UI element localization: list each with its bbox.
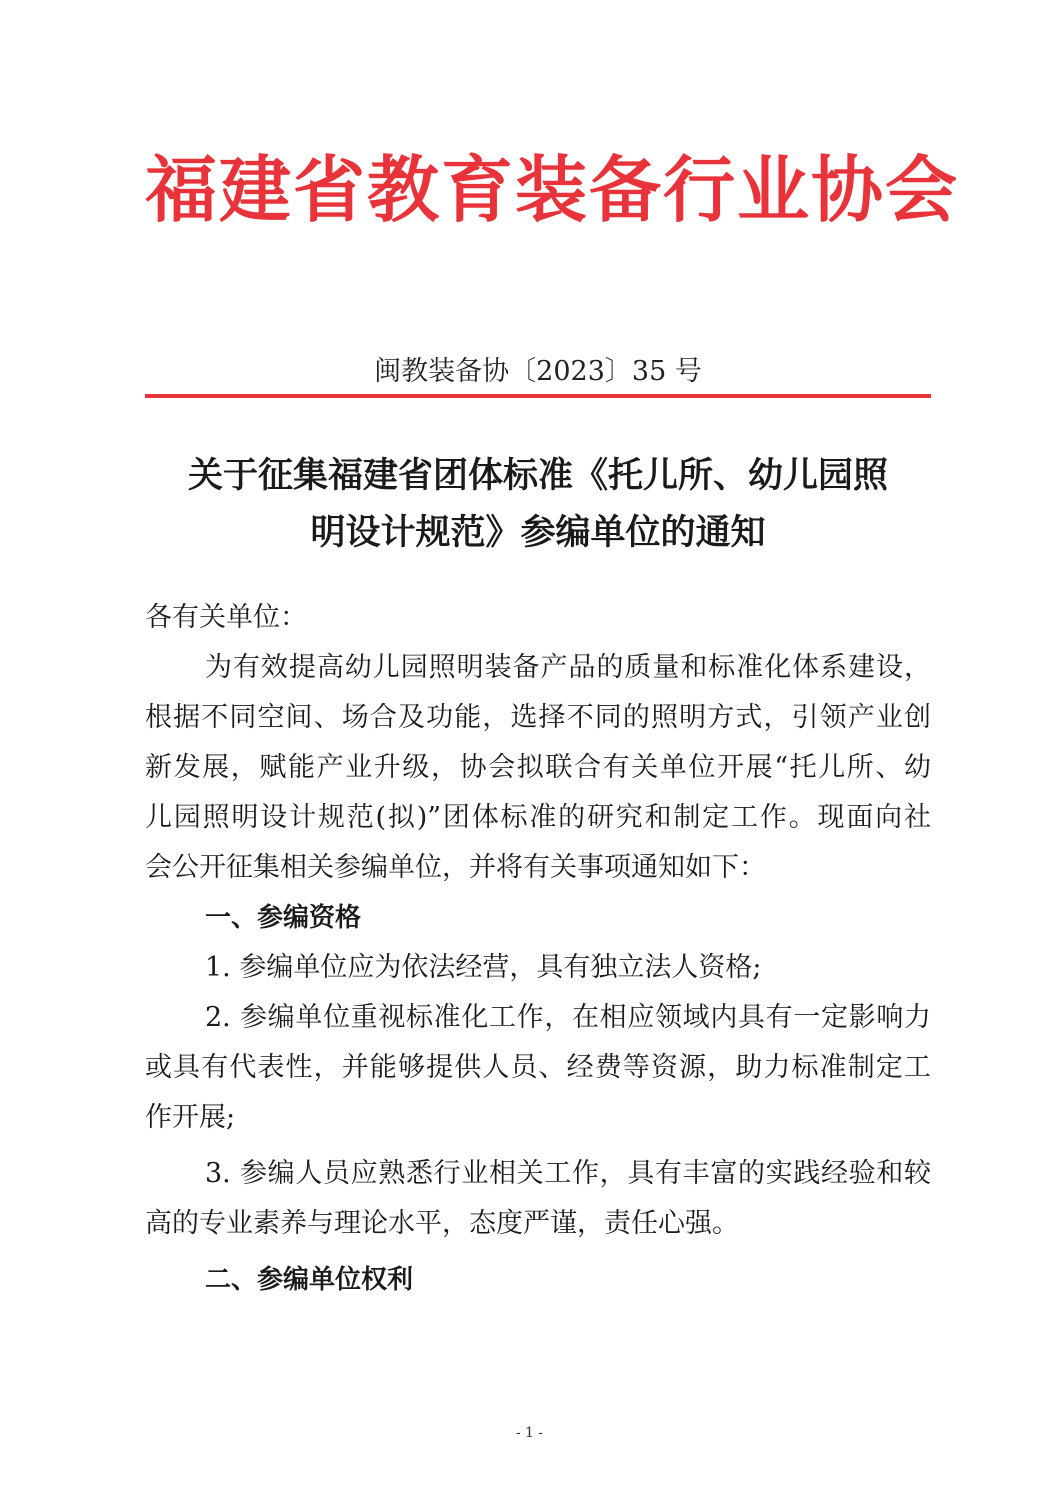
section-heading-rights: 二、参编单位权利 [205,1265,414,1295]
qualification-item-2-line: 2. 参编单位重视标准化工作，在相应领域内具有一定影响力 [205,1002,931,1033]
page-number: - 1 - [515,1425,544,1441]
intro-line: 新发展，赋能产业升级，协会拟联合有关单位开展“托儿所、幼 [145,752,931,783]
red-divider-line [145,394,931,398]
qualification-item-1: 1. 参编单位应为依法经营，具有独立法人资格; [205,952,762,983]
qualification-item-3-line: 3. 参编人员应熟悉行业相关工作，具有丰富的实践经验和较 [205,1158,931,1189]
document-number: 闽教装备协〔2023〕35 号 [374,356,702,387]
document-title-line-2: 明设计规范》参编单位的通知 [310,513,766,553]
intro-line: 儿园照明设计规范(拟)”团体标准的研究和制定工作。现面向社 [145,802,931,833]
document-body [145,593,931,1305]
qualification-item-3-line: 高的专业素养与理论水平，态度严谨，责任心强。 [145,1208,739,1239]
section-heading-qualifications: 一、参编资格 [205,903,362,933]
qualification-item-2-line: 或具有代表性，并能够提供人员、经费等资源，助力标准制定工 [145,1052,931,1083]
document-title [130,448,946,562]
document-title-line-1: 关于征集福建省团体标准《托儿所、幼儿园照 [187,456,888,496]
salutation: 各有关单位： [145,602,307,633]
organization-name-header: 福建省教育装备行业协会 [145,147,960,232]
intro-line: 会公开征集相关参编单位，并将有关事项通知如下： [145,852,766,883]
intro-line: 为有效提高幼儿园照明装备产品的质量和标准化体系建设， [205,652,931,683]
qualification-item-2-line: 作开展; [145,1102,236,1133]
intro-line: 根据不同空间、场合及功能，选择不同的照明方式，引领产业创 [145,702,931,733]
